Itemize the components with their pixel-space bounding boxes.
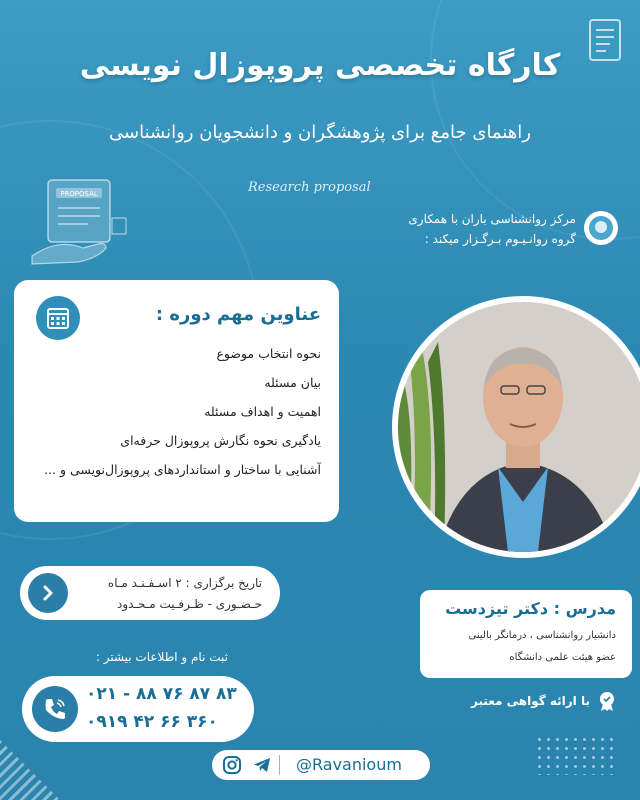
- topics-heading: عناوین مهم دوره :: [155, 304, 321, 325]
- phone-icon: [32, 686, 78, 732]
- list-item: یادگیری نحوه نگارش پروپوزال حرفه‌ای: [120, 433, 321, 448]
- topics-list: [32, 339, 321, 484]
- instagram-icon[interactable]: [222, 755, 242, 775]
- list-item: آشنایی با ساختار و استانداردهای پروپوزال‌نویسی و ...: [44, 462, 321, 477]
- social-handle[interactable]: @Ravanioum: [296, 755, 402, 774]
- script-heading: Research proposal: [248, 180, 371, 195]
- chevron-right-icon: [28, 573, 68, 613]
- phone-number-mobile[interactable]: ۰۹۱۹ ۴۲ ۶۶ ۳۶۰: [86, 712, 218, 732]
- page-subtitle: راهنمای جامع برای پژوهشگران و دانشجویان روانشناسی: [109, 122, 531, 143]
- page-title: کارگاه تخصصی پروپوزال نویسی: [79, 48, 561, 83]
- badge-check-icon: [596, 690, 618, 712]
- divider: [279, 755, 280, 775]
- partner-line: مرکز روانشناسی باران با همکاری: [408, 212, 576, 226]
- list-item: نحوه انتخاب موضوع: [216, 346, 321, 361]
- decorative-stripes: [0, 740, 60, 800]
- telegram-icon[interactable]: [252, 755, 272, 775]
- partner-line: گروه روانـیـوم بـرگـزار میکند :: [424, 231, 576, 246]
- event-date-pill: [20, 566, 280, 620]
- ravanioum-logo-icon: [584, 211, 618, 245]
- phone-number-landline[interactable]: ۰۲۱ - ۸۸ ۷۶ ۸۷ ۸۳: [86, 684, 237, 704]
- instructor-portrait-image: [398, 302, 640, 552]
- instructor-card: [420, 590, 632, 678]
- event-mode: حـضـوری - ظـرفـیت مـحـدود: [116, 597, 262, 611]
- register-label: ثبت نام و اطلاعات بیشتر :: [95, 650, 228, 664]
- calendar-grid-icon: [36, 296, 80, 340]
- topics-card: [14, 280, 339, 522]
- instructor-role: دانشیار روانشناسی ، درمانگر بالینی: [468, 630, 616, 641]
- instructor-name: مدرس : دکتر تیزدست: [445, 599, 616, 618]
- list-item: اهمیت و اهداف مسئله: [204, 404, 321, 419]
- partner-info: [408, 210, 576, 250]
- proposal-document-icon: [28, 178, 138, 268]
- decorative-dots: [535, 735, 615, 775]
- social-bar[interactable]: [212, 750, 430, 780]
- certificate-text: با ارائه گواهی معتبر: [470, 694, 590, 708]
- certificate-note: [471, 690, 618, 712]
- phone-pill[interactable]: [22, 676, 254, 742]
- event-date: تاریخ برگزاری : ۲ اسـفـنـد مـاه: [107, 576, 262, 590]
- instructor-photo: [392, 296, 640, 558]
- instructor-role: عضو هیئت علمی دانشگاه: [509, 652, 616, 663]
- list-item: بیان مسئله: [264, 375, 321, 390]
- proposal-icon-label: PROPOSAL: [60, 190, 98, 198]
